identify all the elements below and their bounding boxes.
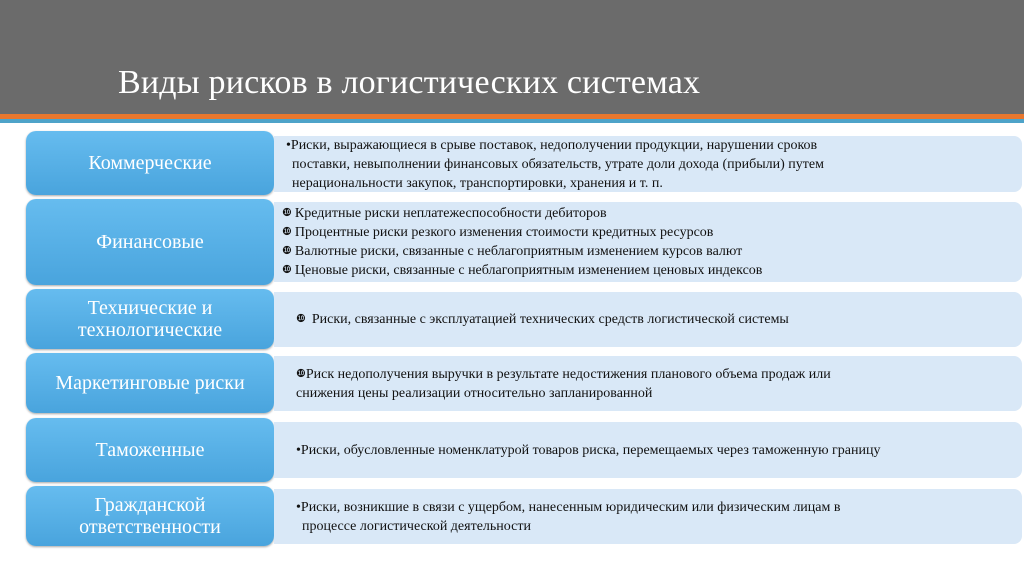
circled-ten-bullet-icon: ❿ — [282, 264, 292, 276]
description-line: •Риски, возникшие в связи с ущербом, нанесенным юридическим или физическим лицам в — [296, 499, 841, 515]
category-customs — [26, 418, 274, 482]
category-technical — [26, 289, 274, 349]
category-label: Коммерческие — [88, 152, 212, 174]
list-item: ❿ Кредитные риски неплатежеспособности дебиторов — [282, 206, 607, 221]
description-line: нерациональности закупок, транспортировки, хранения и т. п. — [292, 175, 663, 191]
list-item: ❿ Ценовые риски, связанные с неблагоприятным изменением ценовых индексов — [282, 263, 763, 278]
description-line: процессе логистической деятельности — [302, 518, 531, 534]
description-technical — [274, 292, 1022, 347]
description-line: ❿Риск недополучения выручки в результате недостижения планового объема продаж или — [296, 366, 831, 382]
description-line: •Риски, обусловленные номенклатурой товаров риска, перемещаемых через таможенную границу — [296, 442, 881, 458]
description-civil-liability — [274, 489, 1022, 544]
category-label-line: Гражданской — [94, 494, 206, 516]
category-label: Финансовые — [96, 231, 204, 253]
category-label: Таможенные — [95, 439, 205, 461]
description-line: поставки, невыполнении финансовых обязательств, утрате доли дохода (прибыли) путем — [292, 156, 824, 172]
slide-title: Виды рисков в логистических системах — [118, 64, 701, 101]
list-item: ❿ Риски, связанные с эксплуатацией технических средств логистической системы — [296, 312, 789, 327]
list-item: ❿ Процентные риски резкого изменения стоимости кредитных ресурсов — [282, 225, 714, 240]
circled-ten-bullet-icon: ❿ — [296, 313, 306, 325]
circled-ten-bullet-icon: ❿ — [282, 226, 292, 238]
description-commercial — [274, 136, 1022, 192]
circled-ten-bullet-icon: ❿ — [296, 367, 306, 380]
category-label: Маркетинговые риски — [55, 372, 245, 394]
category-commercial — [26, 131, 274, 195]
category-financial — [26, 199, 274, 285]
category-civil-liability — [26, 486, 274, 546]
list-item: ❿ Валютные риски, связанные с неблагоприятным изменением курсов валют — [282, 244, 743, 259]
description-line: •Риски, выражающиеся в срыве поставок, недополучении продукции, нарушении сроков — [286, 137, 818, 153]
category-marketing — [26, 353, 274, 413]
category-label-line: Технические и — [87, 297, 213, 319]
description-customs — [274, 422, 1022, 478]
description-line: снижения цены реализации относительно запланированной — [296, 385, 653, 401]
circled-ten-bullet-icon: ❿ — [282, 245, 292, 257]
category-label-line: технологические — [77, 319, 223, 341]
circled-ten-bullet-icon: ❿ — [282, 207, 292, 219]
description-marketing — [274, 356, 1022, 411]
description-financial — [274, 202, 1022, 282]
category-label-line: ответственности — [79, 516, 221, 538]
